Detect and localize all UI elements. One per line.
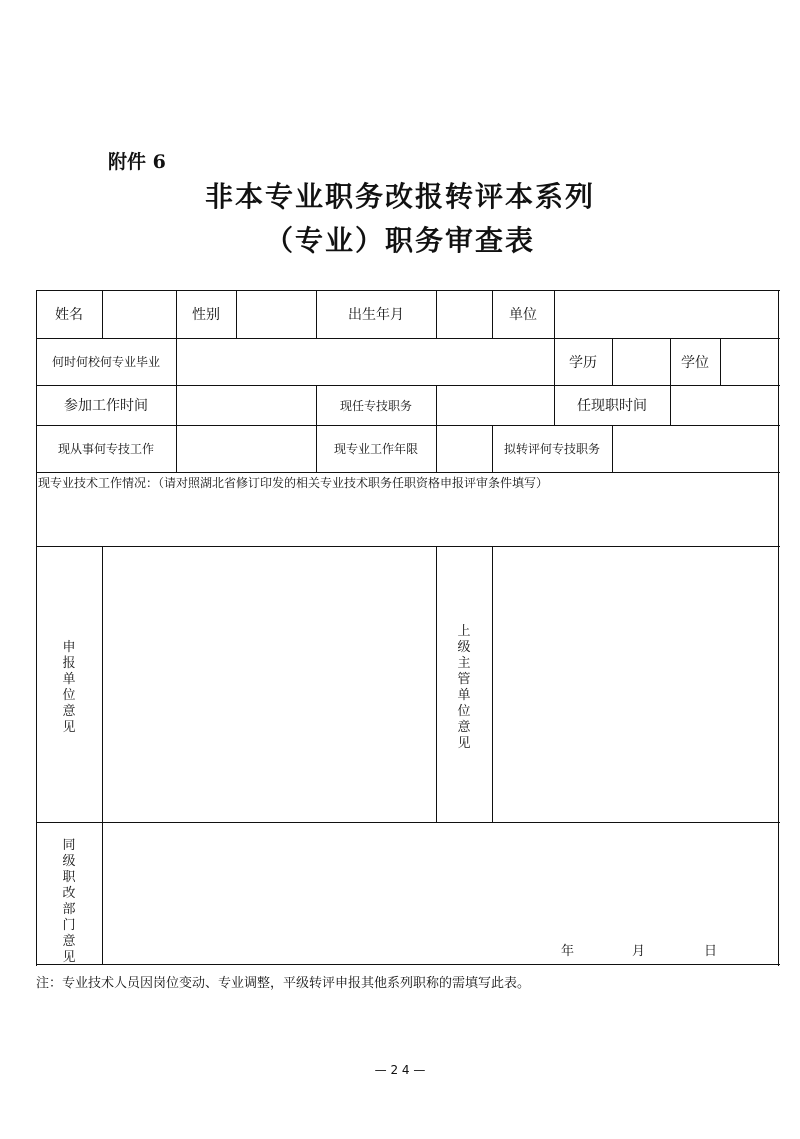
form-title-line-1: 非本专业职务改报转评本系列 [204, 180, 595, 213]
page-number: — 2 4 — [374, 1063, 426, 1077]
unit-label: 单位 [509, 307, 537, 323]
col-divider [102, 546, 103, 822]
education-label: 学历 [569, 354, 597, 371]
review-form-table [36, 290, 780, 966]
gender-label: 性别 [192, 307, 220, 323]
col-divider [176, 385, 177, 425]
col-divider [176, 425, 177, 472]
footnote: 注：专业技术人员因岗位变动、专业调整，平级转评申报其他系列职称的需填写此表。 [36, 976, 531, 991]
work-situation-label: 现专业技术工作情况：（请对照湖北省修订印发的相关专业技术职务任职资格申报评审条件填写） [38, 476, 549, 490]
target-title-label: 拟转评何专技职务 [503, 442, 600, 456]
date-month: 月 [632, 944, 646, 959]
degree-label: 学位 [681, 354, 709, 371]
applicant-unit-opinion-label: 申报单位意见 [62, 640, 76, 735]
col-divider [236, 290, 237, 338]
col-divider [720, 338, 721, 385]
table-border-right [778, 290, 779, 966]
current-title-date-label: 任现职时间 [577, 398, 647, 414]
col-divider [102, 290, 103, 338]
birth-date-label: 出生年月 [348, 307, 404, 323]
date-day: 日 [704, 944, 718, 959]
row-divider [36, 546, 780, 547]
current-title-label: 现任专技职务 [339, 398, 412, 413]
col-divider [554, 290, 555, 338]
col-divider [102, 822, 103, 964]
name-label: 姓名 [55, 307, 83, 323]
work-start-label: 参加工作时间 [64, 398, 148, 414]
col-divider [436, 290, 437, 338]
table-border-bottom [36, 964, 780, 965]
col-divider [436, 425, 437, 472]
graduation-label: 何时何校何专业毕业 [51, 355, 160, 369]
date-year: 年 [561, 944, 575, 959]
peer-reform-dept-opinion-label: 同级职改部门意见 [62, 838, 76, 965]
col-divider [612, 425, 613, 472]
superior-unit-opinion-label: 上级主管单位意见 [457, 624, 471, 751]
col-divider [492, 546, 493, 822]
col-divider [176, 338, 177, 385]
current-years-label: 现专业工作年限 [333, 442, 418, 456]
attachment-label: 附件 6 [108, 151, 166, 173]
col-divider [436, 385, 437, 425]
col-divider [612, 338, 613, 385]
current-work-label: 现从事何专技工作 [57, 442, 154, 456]
col-divider [670, 385, 671, 425]
row-divider [36, 472, 780, 473]
form-title-line-2: （专业）职务审查表 [264, 224, 535, 257]
col-divider [436, 546, 437, 822]
row-divider [36, 822, 780, 823]
